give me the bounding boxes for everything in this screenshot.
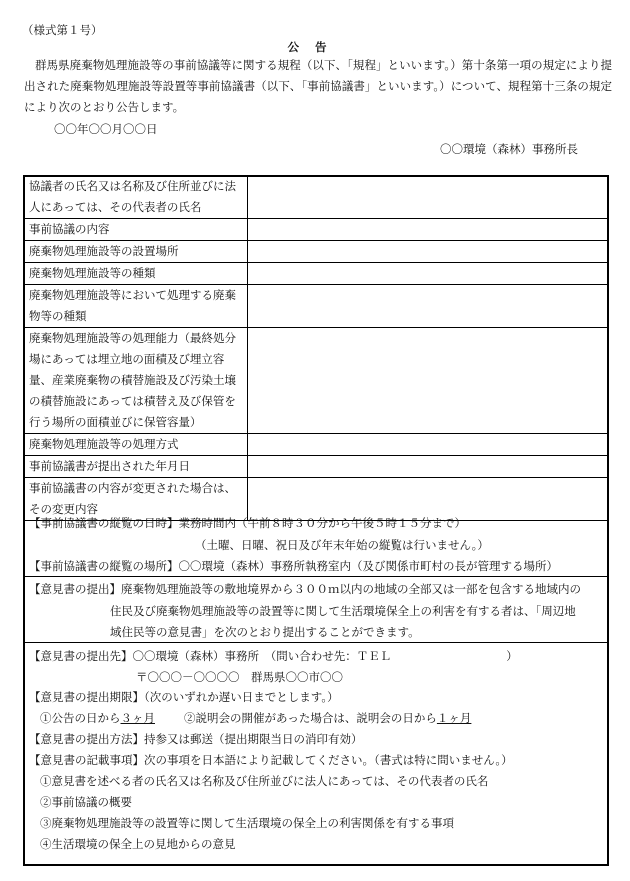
submission-method: [29, 731, 363, 747]
row-value: [248, 285, 609, 328]
notice-date: 〇〇年〇〇月〇〇日: [54, 122, 158, 136]
row-value: [248, 434, 609, 456]
viewing-time-value: 業務時間内（午前８時３０分から午後５時１５分まで）: [178, 516, 466, 530]
submission-period: [29, 689, 339, 705]
opinion-line-1: [29, 581, 581, 597]
viewing-place-value: 〇〇環境（森林）事務所執務室内（及び関係市町村の長が管理する場所）: [178, 559, 558, 573]
list-item: ①意見書を述べる者の氏名又は名称及び住所並びに法人にあっては、その代表者の氏名: [40, 774, 489, 788]
row-value: [248, 241, 609, 263]
section-divider: [24, 642, 608, 643]
period-option-2: [184, 710, 471, 726]
submission-destination: [29, 648, 518, 664]
row-label: 事前協議書が提出された年月日: [24, 456, 248, 478]
viewing-place: [29, 558, 558, 574]
period-1-duration: ３ヶ月: [120, 711, 155, 725]
submission-address: 〒〇〇〇－〇〇〇〇 群馬県〇〇市〇〇: [136, 670, 343, 684]
row-label: 廃棄物処理施設等において処理する廃棄物等の種類: [24, 285, 248, 328]
table-row: [24, 241, 608, 263]
row-value: [248, 456, 609, 478]
period-option-1: [40, 710, 155, 726]
opinion-line-2: 住民及び廃棄物処理施設等の設置等に関して生活環境保全上の利害を有する者は、「周辺地: [110, 604, 576, 618]
period-value: （次のいずれか遅い日までとします。）: [144, 690, 339, 704]
issuer-name: 〇〇環境（森林）事務所長: [440, 142, 578, 156]
row-label: 廃棄物処理施設等の処理能力（最終処分場にあっては埋立地の面積及び埋立容量、産業廃棄物の積替施設及び汚染土壌の積替施設にあっては積替え及び保管を行う場所の面積並びに保管容量）: [24, 328, 248, 434]
list-item: ③廃棄物処理施設等の設置等に関して生活環境の保全上の利害関係を有する事項: [40, 816, 454, 830]
form-number: （様式第１号）: [22, 23, 103, 37]
row-value: [248, 176, 609, 219]
row-label: 事前協議書の内容が変更された場合は、その変更内容: [24, 478, 248, 521]
opinion-text-1: 廃棄物処理施設等の敷地境界から３００ｍ以内の地域の全部又は一部を包含する地域内の: [121, 582, 581, 596]
page-title: 公告: [287, 40, 343, 54]
table-row: [24, 434, 608, 456]
table-row: [24, 456, 608, 478]
dest-value: 〇〇環境（森林）事務所 （問い合わせ先：ＴＥＬ ）: [132, 649, 518, 663]
submission-items: [29, 752, 513, 768]
period-2-text: ②説明会の開催があった場合は、説明会の日から: [184, 711, 437, 725]
row-value: [248, 328, 609, 434]
list-item: ②事前協議の概要: [40, 795, 132, 809]
items-label: 【意見書の記載事項】: [29, 753, 144, 767]
section-divider: [24, 576, 608, 577]
period-label: 【意見書の提出期限】: [29, 690, 144, 704]
method-value: 持参又は郵送（提出期限当日の消印有効）: [144, 732, 363, 746]
period-1-text: ①公告の日から: [40, 711, 121, 725]
row-label: 廃棄物処理施設等の処理方式: [24, 434, 248, 456]
viewing-time: [29, 515, 466, 531]
row-label: 事前協議の内容: [24, 219, 248, 241]
viewing-time-note: （土曜、日曜、祝日及び年末年始の縦覧は行いません。）: [195, 538, 489, 552]
row-label: 廃棄物処理施設等の設置場所: [24, 241, 248, 263]
items-value: 次の事項を日本語により記載してください。（書式は特に問いません。）: [144, 753, 513, 767]
row-label: 協議者の氏名又は名称及び住所並びに法人にあっては、その代表者の氏名: [24, 176, 248, 219]
table-row: [24, 263, 608, 285]
viewing-place-label: 【事前協議書の縦覧の場所】: [29, 559, 179, 573]
opinion-label: 【意見書の提出】: [29, 582, 121, 596]
row-value: [248, 263, 609, 285]
viewing-time-label: 【事前協議書の縦覧の日時】: [29, 516, 179, 530]
table-row: [24, 285, 608, 328]
notice-items-table: [24, 176, 608, 521]
row-label: 廃棄物処理施設等の種類: [24, 263, 248, 285]
period-2-duration: １ヶ月: [436, 711, 472, 725]
table-row: [24, 328, 608, 434]
method-label: 【意見書の提出方法】: [29, 732, 144, 746]
table-row: [24, 176, 608, 219]
table-row: [24, 219, 608, 241]
opinion-line-3: 域住民等の意見書」を次のとおり提出することができます。: [110, 625, 420, 639]
intro-paragraph: 群馬県廃棄物処理施設等の事前協議等に関する規程（以下、「規程」といいます。）第十条第一項の規定により提出された廃棄物処理施設等設置等事前協議書（以下、「事前協議書」といいます。）について、規程第十三条の規定により次のとおり公告します。: [24, 58, 612, 114]
row-value: [248, 219, 609, 241]
list-item: ④生活環境の保全上の見地からの意見: [40, 837, 236, 851]
dest-label: 【意見書の提出先】: [29, 649, 133, 663]
